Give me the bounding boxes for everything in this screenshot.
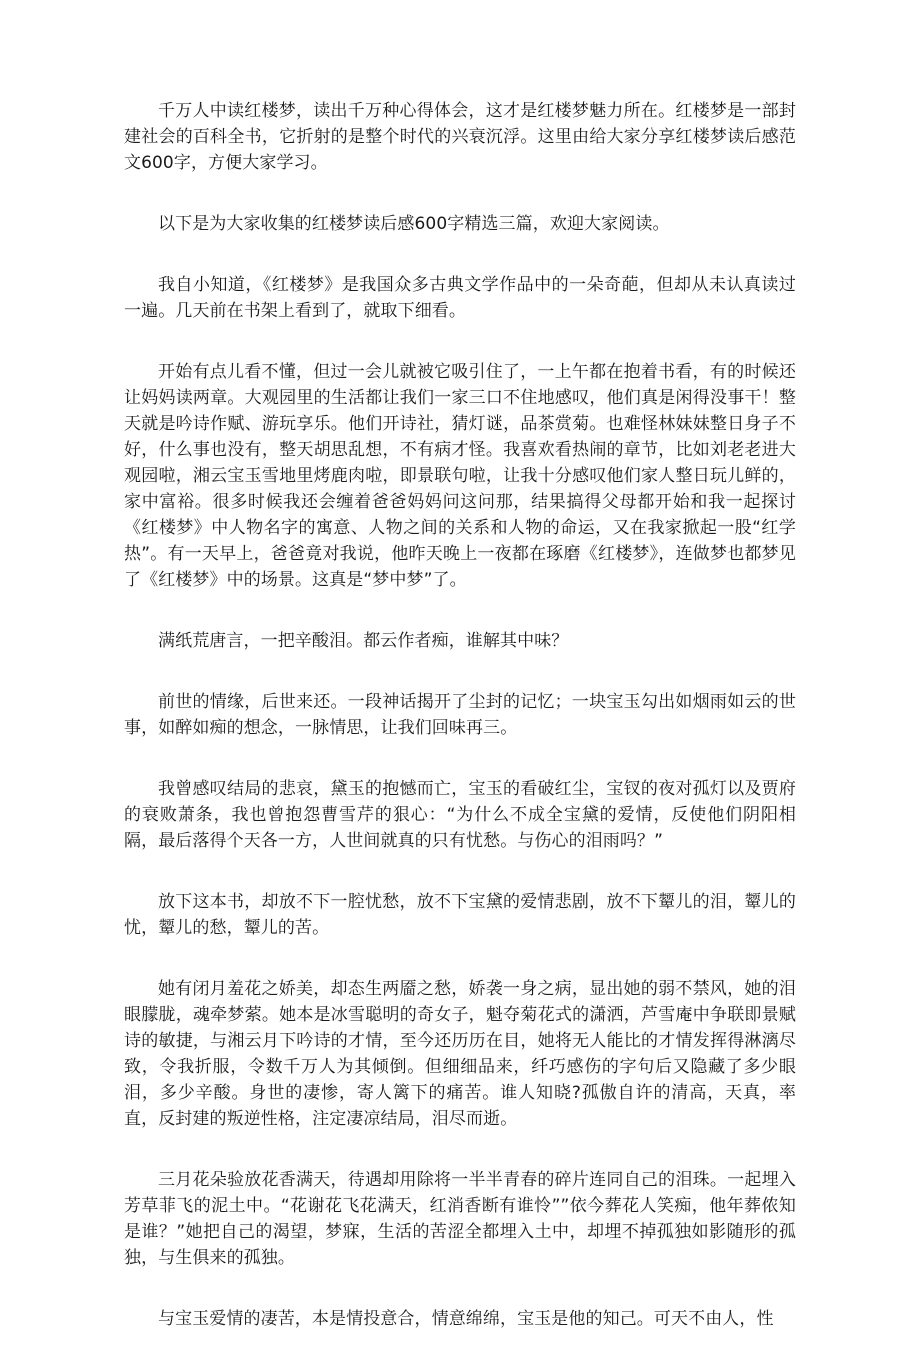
paragraph-ending-lament: 我曾感叹结局的悲哀，黛玉的抱憾而亡，宝玉的看破红尘，宝钗的夜对孤灯以及贾府的衰败萧条，我也曾抱怨曹雪芹的狠心：“为什么不成全宝黛的爱情，反使他们阴阳相隔，最后落得个天各一方，人世间就真的只有忧愁。与伤心的泪雨吗？” <box>124 779 796 851</box>
document-body <box>124 98 796 1367</box>
paragraph-daiyu: 她有闭月羞花之娇美，却态生两靥之愁，娇袭一身之病，显出她的弱不禁风，她的泪眼朦胧，魂牵梦萦。她本是冰雪聪明的奇女子，魁夺菊花式的潇洒，芦雪庵中争联即景赋诗的敏捷，与湘云月下吟诗的才情，至今还历历在目，她将无人能比的才情发挥得淋漓尽致，令我折服，令数千万人为其倾倒。但细细品来，纤巧感伤的字句后又隐藏了多少眼泪，多少辛酸。身世的凄惨，寄人篱下的痛苦。谁人知晓?孤傲自许的清高，天真，率直，反封建的叛逆性格，注定凄凉结局，泪尽而逝。 <box>124 979 796 1129</box>
paragraph-childhood: 我自小知道，《红楼梦》是我国众多古典文学作品中的一朵奇葩，但却从未认真读过一遍。几天前在书架上看到了，就取下细看。 <box>124 275 796 321</box>
paragraph-collection-note: 以下是为大家收集的红楼梦读后感600字精选三篇，欢迎大家阅读。 <box>158 214 670 234</box>
paragraph-reading-experience: 开始有点儿看不懂，但过一会儿就被它吸引住了，一上午都在抱着书看，有的时候还让妈妈读两章。大观园里的生活都让我们一家三口不住地感叹，他们真是闲得没事干！整天就是吟诗作赋、游玩享乐。他们开诗社，猜灯谜，品茶赏菊。也难怪林妹妹整日身子不好，什么事也没有，整天胡思乱想，不有病才怪。我喜欢看热闹的章节，比如刘老老进大观园啦，湘云宝玉雪地里烤鹿肉啦，即景联句啦，让我十分感叹他们家人整日玩儿鲜的，家中富裕。很多时候我还会缠着爸爸妈妈问这问那，结果搞得父母都开始和我一起探讨《红楼梦》中人物名字的寓意、人物之间的关系和人物的命运，又在我家掀起一股“红学热”。有一天早上，爸爸竟对我说，他昨天晚上一夜都在琢磨《红楼梦》，连做梦也都梦见了《红楼梦》中的场景。这真是“梦中梦”了。 <box>124 362 796 590</box>
paragraph-love-story: 与宝玉爱情的凄苦，本是情投意合，情意绵绵，宝玉是他的知己。可天不由人，性 <box>158 1309 774 1329</box>
paragraph-intro: 千万人中读红楼梦，读出千万种心得体会，这才是红楼梦魅力所在。红楼梦是一部封建社会的百科全书，它折射的是整个时代的兴衰沉浮。这里由给大家分享红楼梦读后感范文600字，方便大家学习。 <box>124 101 796 173</box>
paragraph-poem: 满纸荒唐言，一把辛酸泪。都云作者痴，谁解其中味？ <box>158 631 569 651</box>
paragraph-burying-flowers: 三月花朵验放花香满天，待遇却用除将一半半青春的碎片连同自己的泪珠。一起埋入芳草菲飞的泥土中。“花谢花飞花满天，红消香断有谁怜””依今葬花人笑痴，他年葬侬知是谁？”她把自己的渴望，梦寐，生活的苦涩全都埋入土中，却埋不掉孤独如影随形的孤独，与生俱来的孤独。 <box>124 1170 796 1268</box>
paragraph-sorrow: 放下这本书，却放不下一腔忧愁，放不下宝黛的爱情悲剧，放不下颦儿的泪，颦儿的忧，颦儿的愁，颦儿的苦。 <box>124 892 796 938</box>
paragraph-fate: 前世的情缘，后世来还。一段神话揭开了尘封的记忆；一块宝玉勾出如烟雨如云的世事，如醉如痴的想念，一脉情思，让我们回味再三。 <box>124 692 796 738</box>
